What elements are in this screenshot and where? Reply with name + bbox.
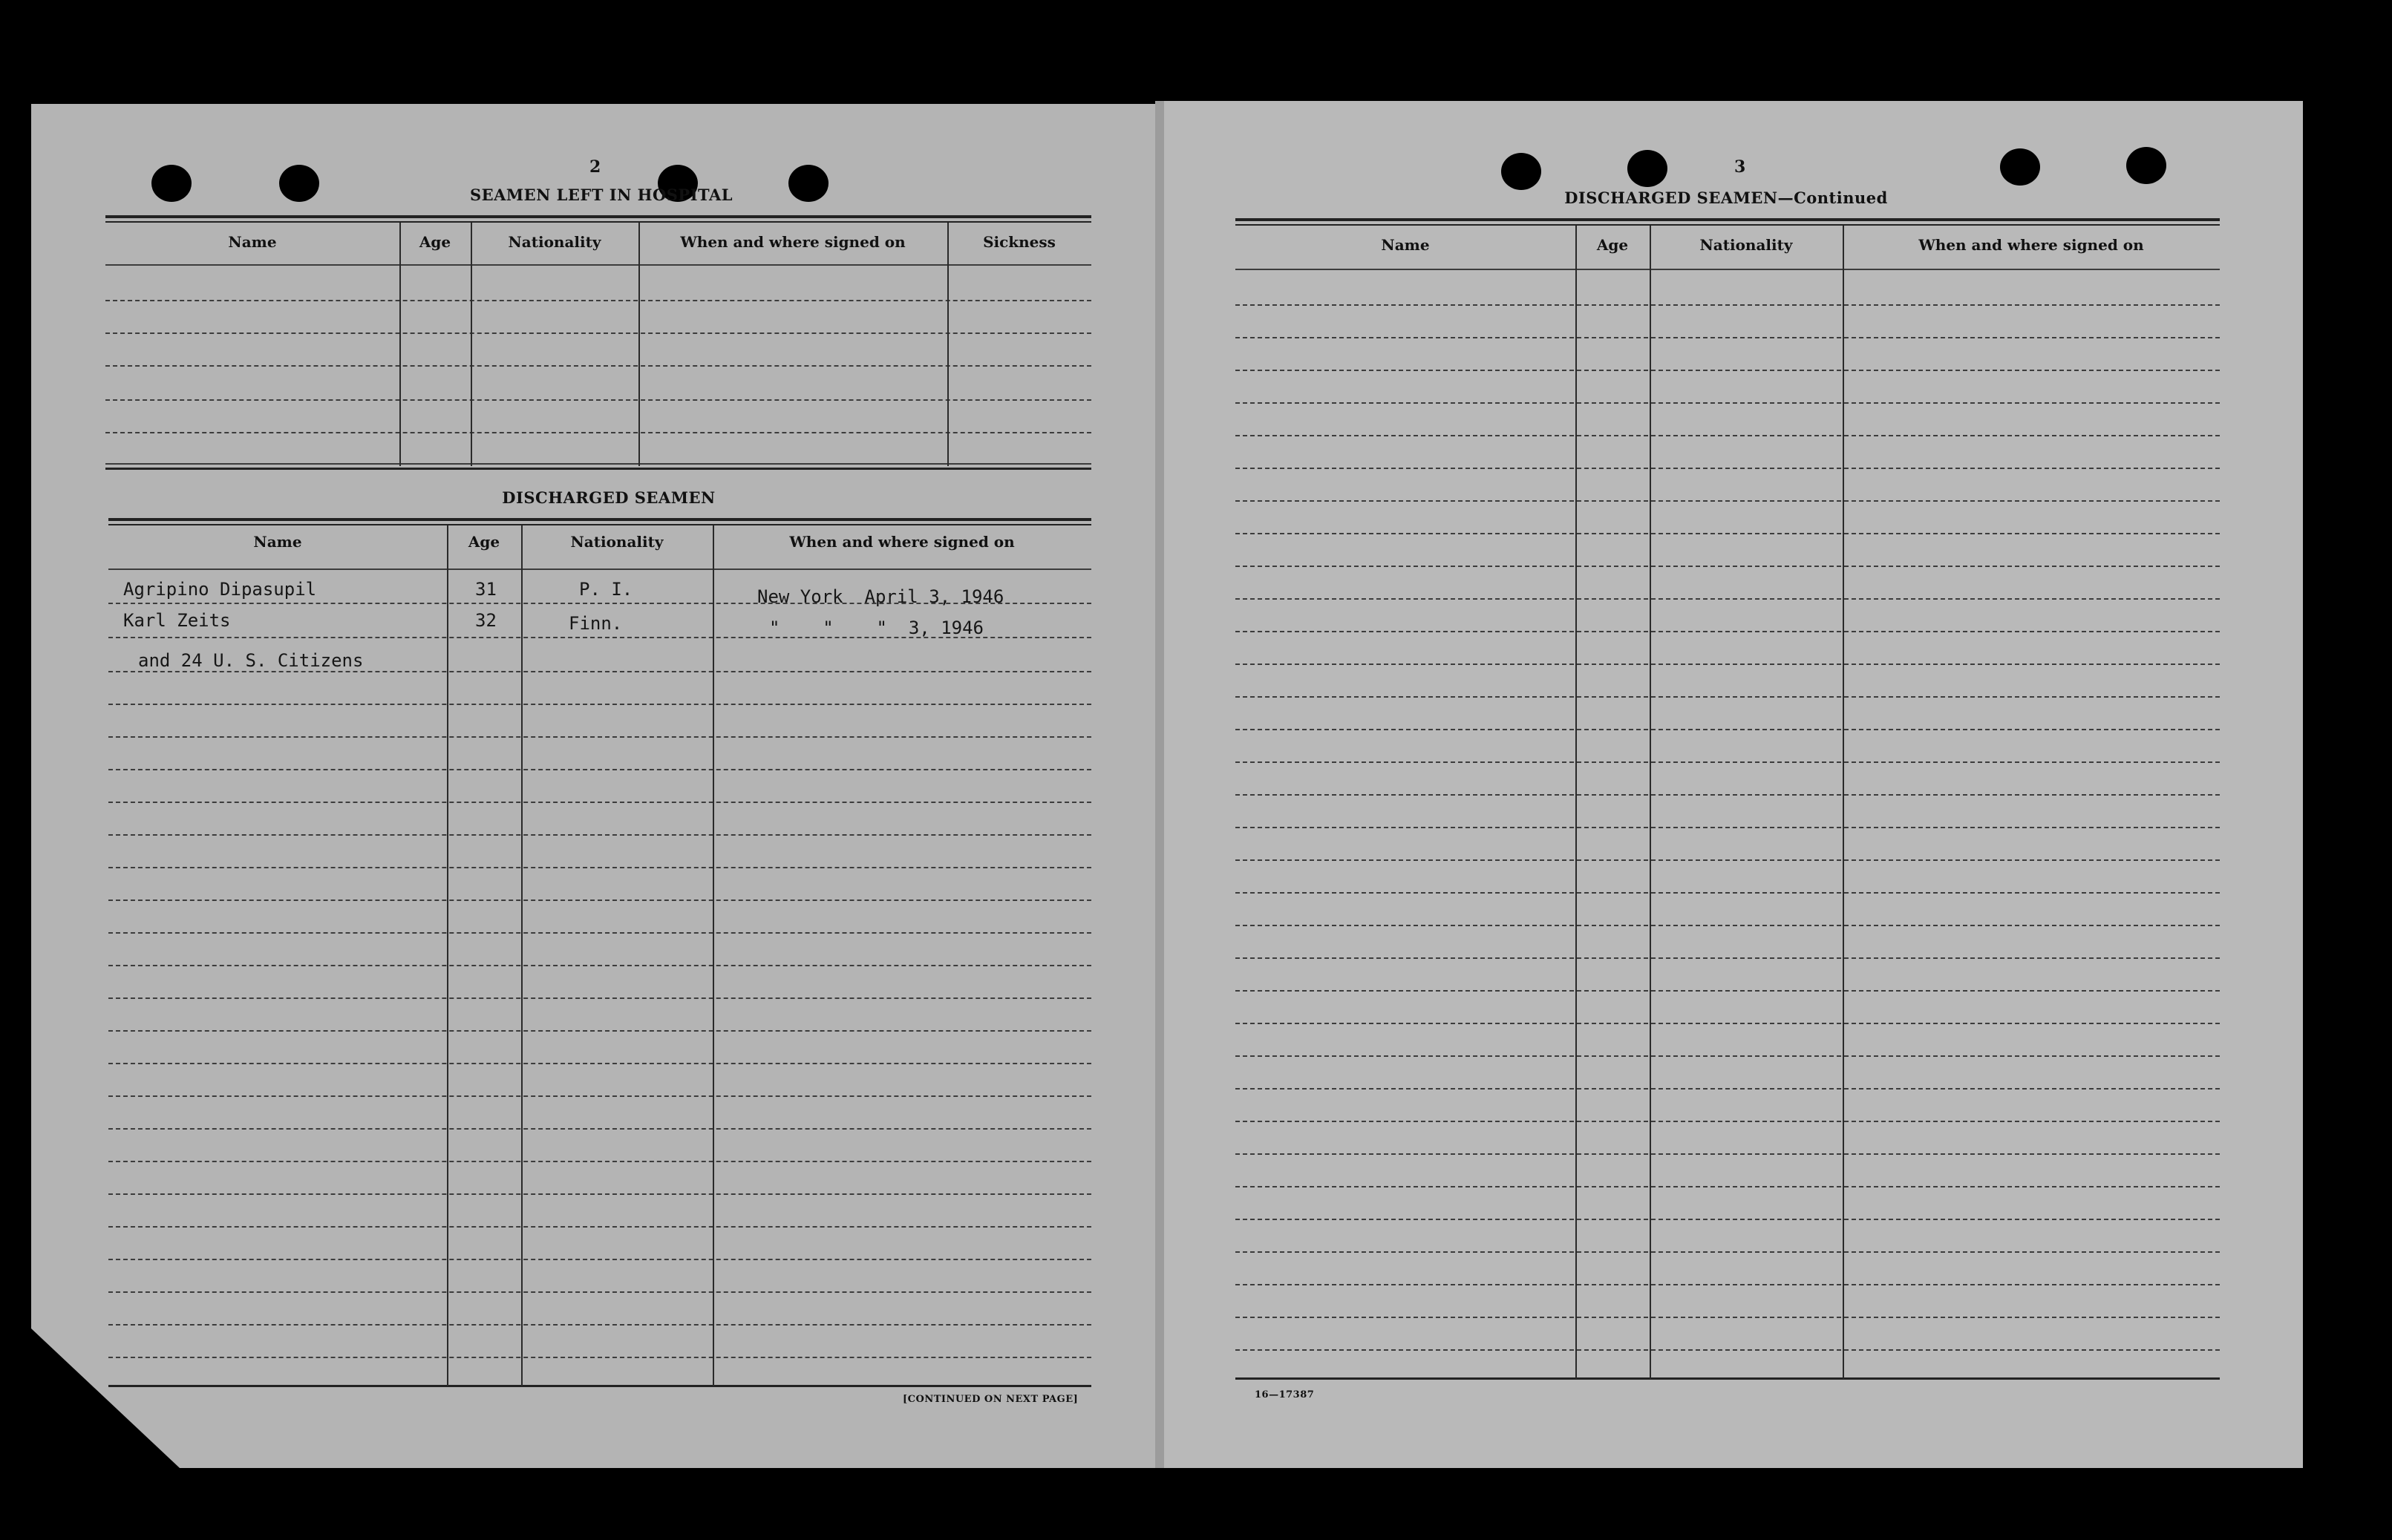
discharged-cell-nationality: Finn.: [569, 613, 623, 634]
continued-col-nationality: Nationality: [1699, 236, 1793, 254]
discharged-cell-name: and 24 U. S. Citizens: [138, 650, 364, 671]
discharged-col-age: Age: [468, 533, 500, 551]
discharged-section-title: DISCHARGED SEAMEN: [502, 488, 716, 507]
hospital-col-signed-on: When and where signed on: [680, 233, 906, 251]
continued-col-name: Name: [1381, 236, 1430, 254]
continued-note: [CONTINUED ON NEXT PAGE]: [903, 1394, 1079, 1405]
punch-hole: [2126, 147, 2166, 184]
punch-hole: [788, 165, 829, 202]
punch-hole: [1627, 150, 1667, 187]
discharged-cell-signed-on: " " " 3, 1946: [769, 617, 984, 638]
discharged-cell-nationality: P. I.: [579, 579, 633, 600]
discharged-cell-name: Agripino Dipasupil: [123, 579, 317, 600]
punch-hole: [151, 165, 192, 202]
folded-corner: [31, 1328, 180, 1468]
discharged-col-name: Name: [253, 533, 302, 551]
discharged-continued-title: DISCHARGED SEAMEN—Continued: [1564, 189, 1888, 207]
continued-col-signed-on: When and where signed on: [1918, 236, 2144, 254]
form-number: 16—17387: [1255, 1389, 1315, 1400]
punch-hole: [2000, 148, 2040, 186]
discharged-cell-age: 31: [475, 579, 497, 600]
page-number: 2: [589, 157, 601, 177]
punch-hole: [1501, 153, 1541, 190]
page-fold: [1155, 101, 1164, 1468]
discharged-cell-name: Karl Zeits: [123, 610, 231, 631]
left-page: [31, 104, 1160, 1468]
discharged-col-nationality: Nationality: [570, 533, 664, 551]
hospital-section-title: SEAMEN LEFT IN HOSPITAL: [469, 186, 733, 204]
continued-col-age: Age: [1596, 236, 1629, 254]
right-page: [1160, 101, 2303, 1468]
hospital-col-name: Name: [228, 233, 277, 251]
discharged-cell-age: 32: [475, 610, 497, 631]
hospital-col-age: Age: [419, 233, 451, 251]
page-number: 3: [1734, 157, 1746, 177]
hospital-col-nationality: Nationality: [508, 233, 601, 251]
discharged-col-signed-on: When and where signed on: [789, 533, 1015, 551]
punch-hole: [279, 165, 319, 202]
hospital-col-sickness: Sickness: [983, 233, 1056, 251]
discharged-cell-signed-on: New York April 3, 1946: [757, 586, 1004, 607]
